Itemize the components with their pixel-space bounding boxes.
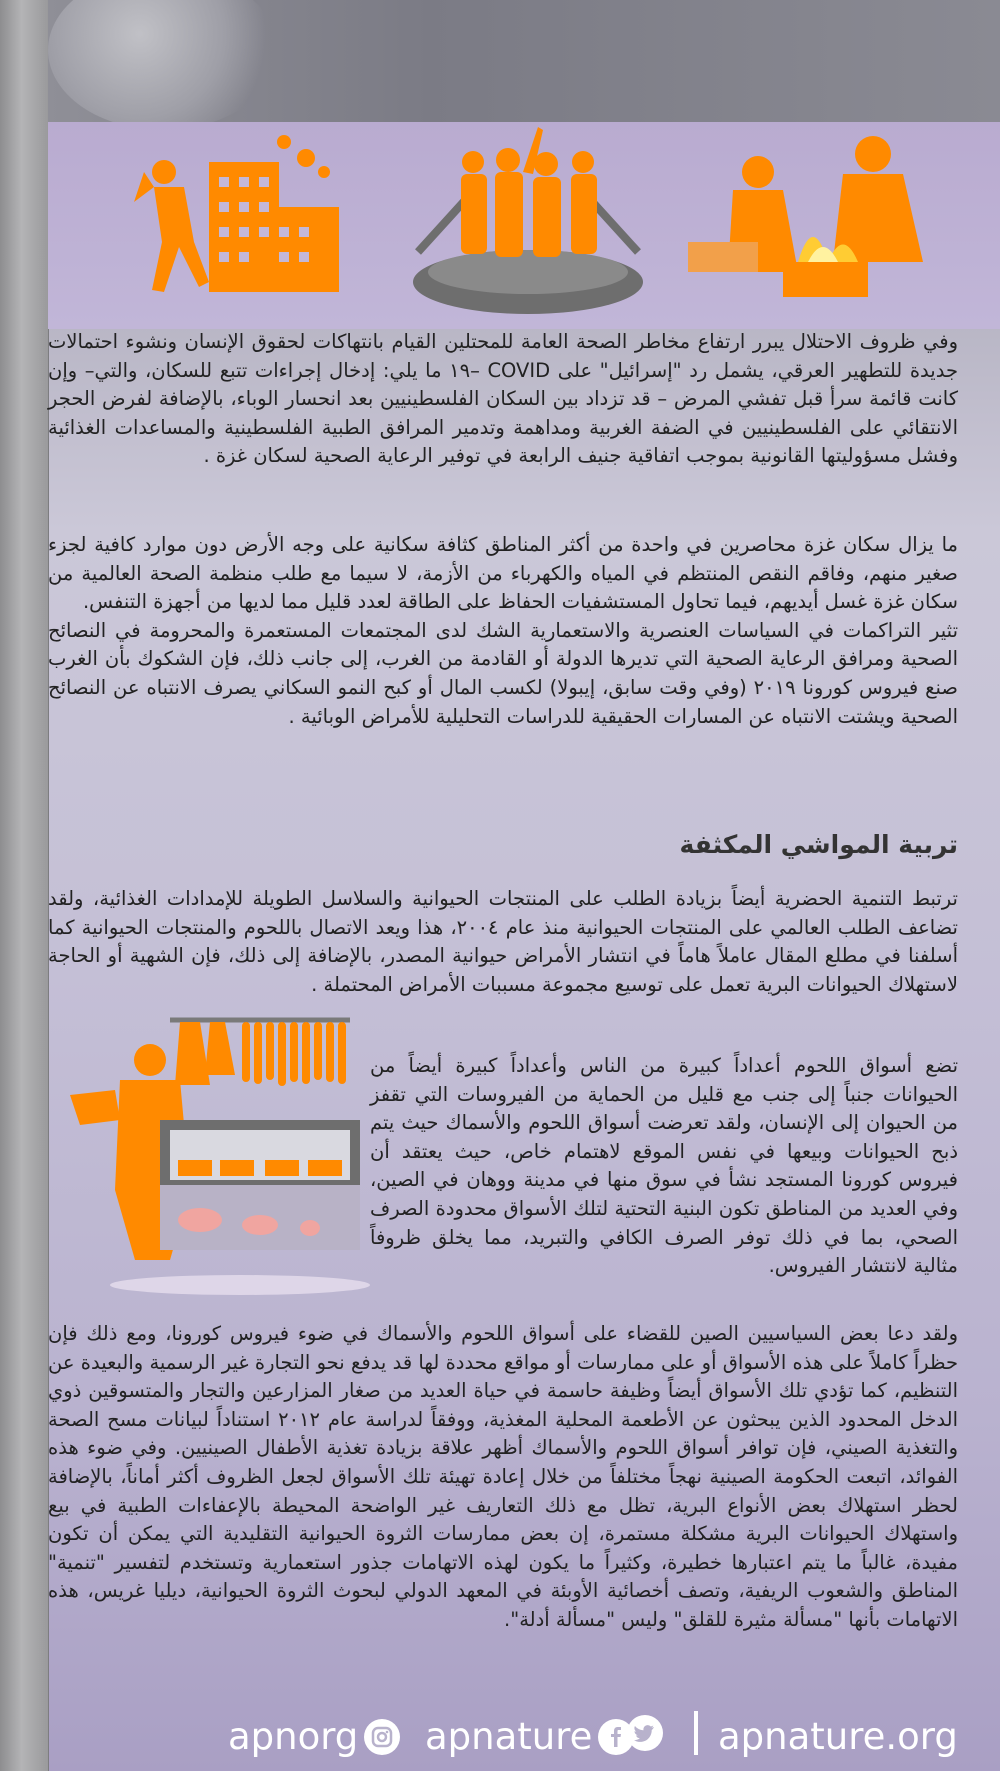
illustration-band [48,122,1000,329]
facebook-link[interactable] [425,1715,634,1758]
refugees-boat-illustration [378,122,678,327]
left-spine [0,0,49,1771]
facebook-handle: apnature [425,1715,593,1758]
twitter-link[interactable] [627,1715,663,1751]
collapsing-building-illustration [114,132,344,312]
campfire-illustration [688,132,958,312]
paragraph-5: تضع أسواق اللحوم أعداداً كبيرة من الناس وأعداداً كبيرة أيضاً من الحيوانات جنباً إلى جنب مع قليل من الحماية من الفيروسات التي تقفز من الحيوان إلى الإنسان، ولقد تعرضت أسواق اللحوم والأسماك حيث يتم ذبح الحيوانات وبيعها في نفس الموقع لاهتمام خاص، حيث يعتقد أن فيروس كورونا المستجد نشأ في سوق منها في مدينة ووهان في الصين، وفي العديد من المناطق تكون البنية التحتية لتلك الأسواق محدودة الصرف الصحي، بما في ذلك توفر الصرف الكافي والتبريد، مما يخلق ظروفاً مثالية لانتشار الفيروس. [370,1054,958,1278]
twitter-icon [627,1715,663,1751]
footer [0,1715,1000,1758]
paragraph-4: ترتبط التنمية الحضرية أيضاً بزيادة الطلب على المنتجات الحيوانية والسلاسل الطويلة للإمدادات الغذائية، ولقد تضاعف الطلب العالمي على المنتجات الحيوانية منذ عام ٢٠٠٤، هذا ويعد الاتصال باللحوم والمنتجات الحيوانية كما أسلفنا في مطلع المقال عاملاً هاماً في انتشار الأمراض حيوانية المصدر، بالإضافة إلى ذلك، فإن الشهية أو الحاجة لاستهلاك الحيوانات البرية تعمل على توسيع مجموعة مسببات الأمراض المحتملة . [48,887,958,996]
footer-divider [694,1711,698,1755]
instagram-icon [364,1719,400,1755]
butcher-illustration [60,1010,370,1310]
paragraph-6: ولقد دعا بعض السياسيين الصين للقضاء على أسواق اللحوم والأسماك في ضوء فيروس كورونا، ومع ذلك فإن حظراً كاملاً على هذه الأسواق أو على ممارسات أو مواقع محددة لها قد يدفع نحو التجارة غير الرسمية والبعيدة عن التنظيم، كما تؤدي تلك الأسواق أيضاً وظيفة حاسمة في حياة العديد من صغار المزارعين والتجار والمتسوقين ذوي الدخل المحدود الذين يبحثون عن الأطعمة المحلية المغذية، ووفقاً لدراسة عام ٢٠١٢ استناداً لبيانات مسح الصحة والتغذية الصيني، فإن توافر أسواق اللحوم والأسماك أظهر علاقة بزيادة تغذية الأطفال الصينيين. وفي ضوء هذه الفوائد، اتبعت الحكومة الصينية نهجاً مختلفاً من خلال إعادة تهيئة تلك الأسواق لجعل الظروف أكثر أماناً، بالإضافة لحظر استهلاك بعض الأنواع البرية، تظل مع ذلك التعاريف غير الواضحة المحيطة بالإعفاءات الطبية في بيع واستهلاك الحيوانات البرية مشكلة مستمرة، إن بعض ممارسات الثروة الحيوانية التقليدية التي يمكن أن تكون مفيدة، غالباً ما يتم اعتبارها خطيرة، وكثيراً ما يكون لهذه الاتهامات جذور استعمارية وتستخدم لتفسير "تنمية" المناطق والشعوب الريفية، وتصف أخصائية الأوبئة في المعهد الدولي لبحوث الثروة الحيوانية، ديليا غريس، هذه الاتهامات بأنها "مسألة مثيرة للقلق" وليس "مسألة أدلة". [48,1322,958,1631]
virus-texture [48,0,278,130]
section-heading: تربية المواشي المكثفة [679,830,958,859]
paragraph-2: ما يزال سكان غزة محاصرين في واحدة من أكثر المناطق كثافة سكانية على وجه الأرض دون موارد كافية لجزء صغير منهم، وفاقم النقص المنتظم في المياه والكهرباء من الأزمة، لا سيما مع طلب منظمة الصحة العالمية من سكان غزة غسل أيديهم، فيما تحاول المستشفيات الحفاظ على الطاقة لعدد قليل مما لديها من أجهزة التنفس. [48,533,958,614]
instagram-handle: apnorg [228,1715,359,1758]
instagram-link[interactable] [228,1715,400,1758]
paragraph-1: وفي ظروف الاحتلال يبرر ارتفاع مخاطر الصحة العامة للمحتلين القيام بانتهاكات لحقوق الإنسان ونشوء احتمالات جديدة للتطهير العرقي، يشمل رد "إسرائيل" على COVID –١٩ ما يلي: إدخال إجراءات تتبع للسكان، والتي– وإن كانت قائمة سرأ قبل تفشي المرض – قد تزداد بين السكان الفلسطينيين بعد انحسار الوباء، بالإضافة لفرض الحجر الانتقائي على الفلسطينيين في الضفة الغربية ومداهمة وتدمير المرافق الطبية الفلسطينية والمساعدات الغذائية وفشل مسؤوليتها القانونية بموجب اتفاقية جنيف الرابعة في توفير الرعاية الصحية لسكان غزة . [48,330,958,468]
website-link[interactable] [718,1715,958,1758]
paragraph-3: تثير التراكمات في السياسات العنصرية والاستعمارية الشك لدى المجتمعات المستعمرة والمحرومة في النصائح الصحية ومرافق الرعاية الصحية التي تديرها الدولة أو القادمة من الغرب، إلى جانب ذلك، فإن الشكوك بأن الغرب صنع فيروس كورونا ٢٠١٩ (وفي وقت سابق، إيبولا) لكسب المال أو كبح النمو السكاني يصرف الانتباه عن النصائح الصحية ويشتت الانتباه عن المسارات الحقيقية للدراسات التحليلية للأمراض الوبائية . [48,618,958,728]
website-url: apnature.org [718,1715,958,1758]
header-band [48,0,1000,122]
